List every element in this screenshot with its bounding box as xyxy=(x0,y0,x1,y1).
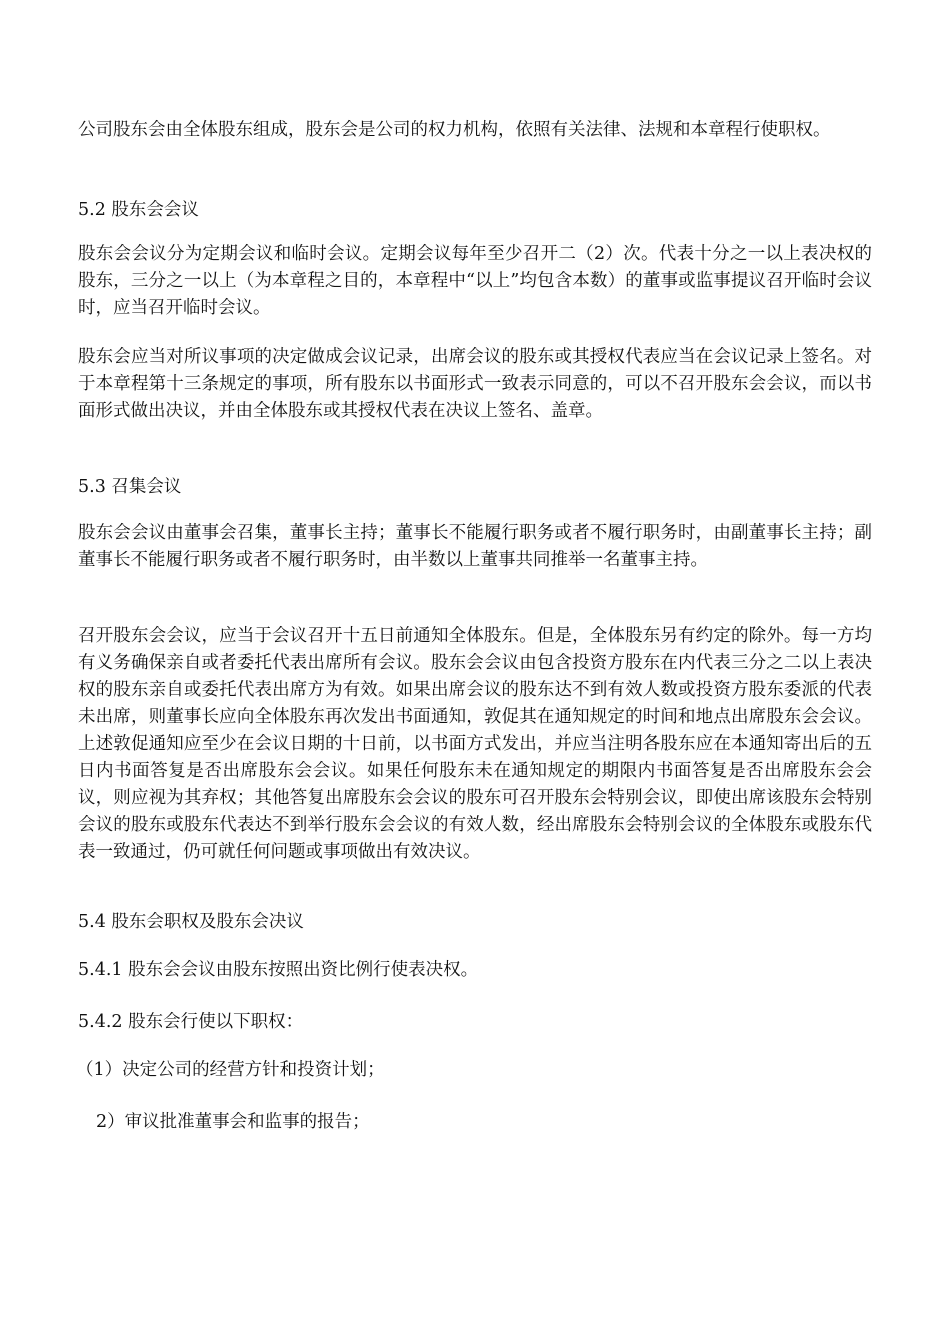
section-heading-5-4-1: 5.4.1 股东会会议由股东按照出资比例行使表决权。 xyxy=(78,960,479,980)
section-heading-5-2: 5.2 股东会会议 xyxy=(78,200,199,220)
section-heading-5-4: 5.4 股东会职权及股东会决议 xyxy=(78,912,304,932)
list-item-1: （1）决定公司的经营方针和投资计划； xyxy=(76,1060,385,1080)
paragraph-meeting-minutes: 股东会应当对所议事项的决定做成会议记录，出席会议的股东或其授权代表应当在会议记录上签名。对于本章程第十三条规定的事项，所有股东以书面形式一致表示同意的，可以不召开股东会会议，而以书面形式做出决议，并由全体股东或其授权代表在决议上签名、盖章。 xyxy=(78,347,872,421)
section-heading-5-4-2: 5.4.2 股东会行使以下职权： xyxy=(78,1012,304,1032)
paragraph-shareholders-meeting-composition: 公司股东会由全体股东组成，股东会是公司的权力机构，依照有关法律、法规和本章程行使职权。 xyxy=(78,120,831,140)
list-item-2: 2）审议批准董事会和监事的报告； xyxy=(96,1112,370,1132)
section-heading-5-3: 5.3 召集会议 xyxy=(78,477,182,497)
paragraph-meeting-types: 股东会会议分为定期会议和临时会议。定期会议每年至少召开二（2）次。代表十分之一以上表决权的股东，三分之一以上（为本章程之目的，本章程中“以上”均包含本数）的董事或监事提议召开临时会议时，应当召开临时会议。 xyxy=(78,244,872,318)
paragraph-convening-chair: 股东会会议由董事会召集，董事长主持；董事长不能履行职务或者不履行职务时，由副董事长主持；副董事长不能履行职务或者不履行职务时，由半数以上董事共同推举一名董事主持。 xyxy=(78,523,872,570)
paragraph-notice-quorum: 召开股东会会议，应当于会议召开十五日前通知全体股东。但是，全体股东另有约定的除外。每一方均有义务确保亲自或者委托代表出席所有会议。股东会会议由包含投资方股东在内代表三分之二以上表决权的股东亲自或委托代表出席方为有效。如果出席会议的股东达不到有效人数或投资方股东委派的代表未出席，则董事长应向全体股东再次发出书面通知，敦促其在通知规定的时间和地点出席股东会会议。上述敦促通知应至少在会议日期的十日前，以书面方式发出，并应当注明各股东应在本通知寄出后的五日内书面答复是否出席股东会会议。如果任何股东未在通知规定的期限内书面答复是否出席股东会会议，则应视为其弃权；其他答复出席股东会会议的股东可召开股东会特别会议，即使出席该股东会特别会议的股东或股东代表达不到举行股东会会议的有效人数，经出席股东会特别会议的全体股东或股东代表一致通过，仍可就任何问题或事项做出有效决议。 xyxy=(78,626,872,862)
